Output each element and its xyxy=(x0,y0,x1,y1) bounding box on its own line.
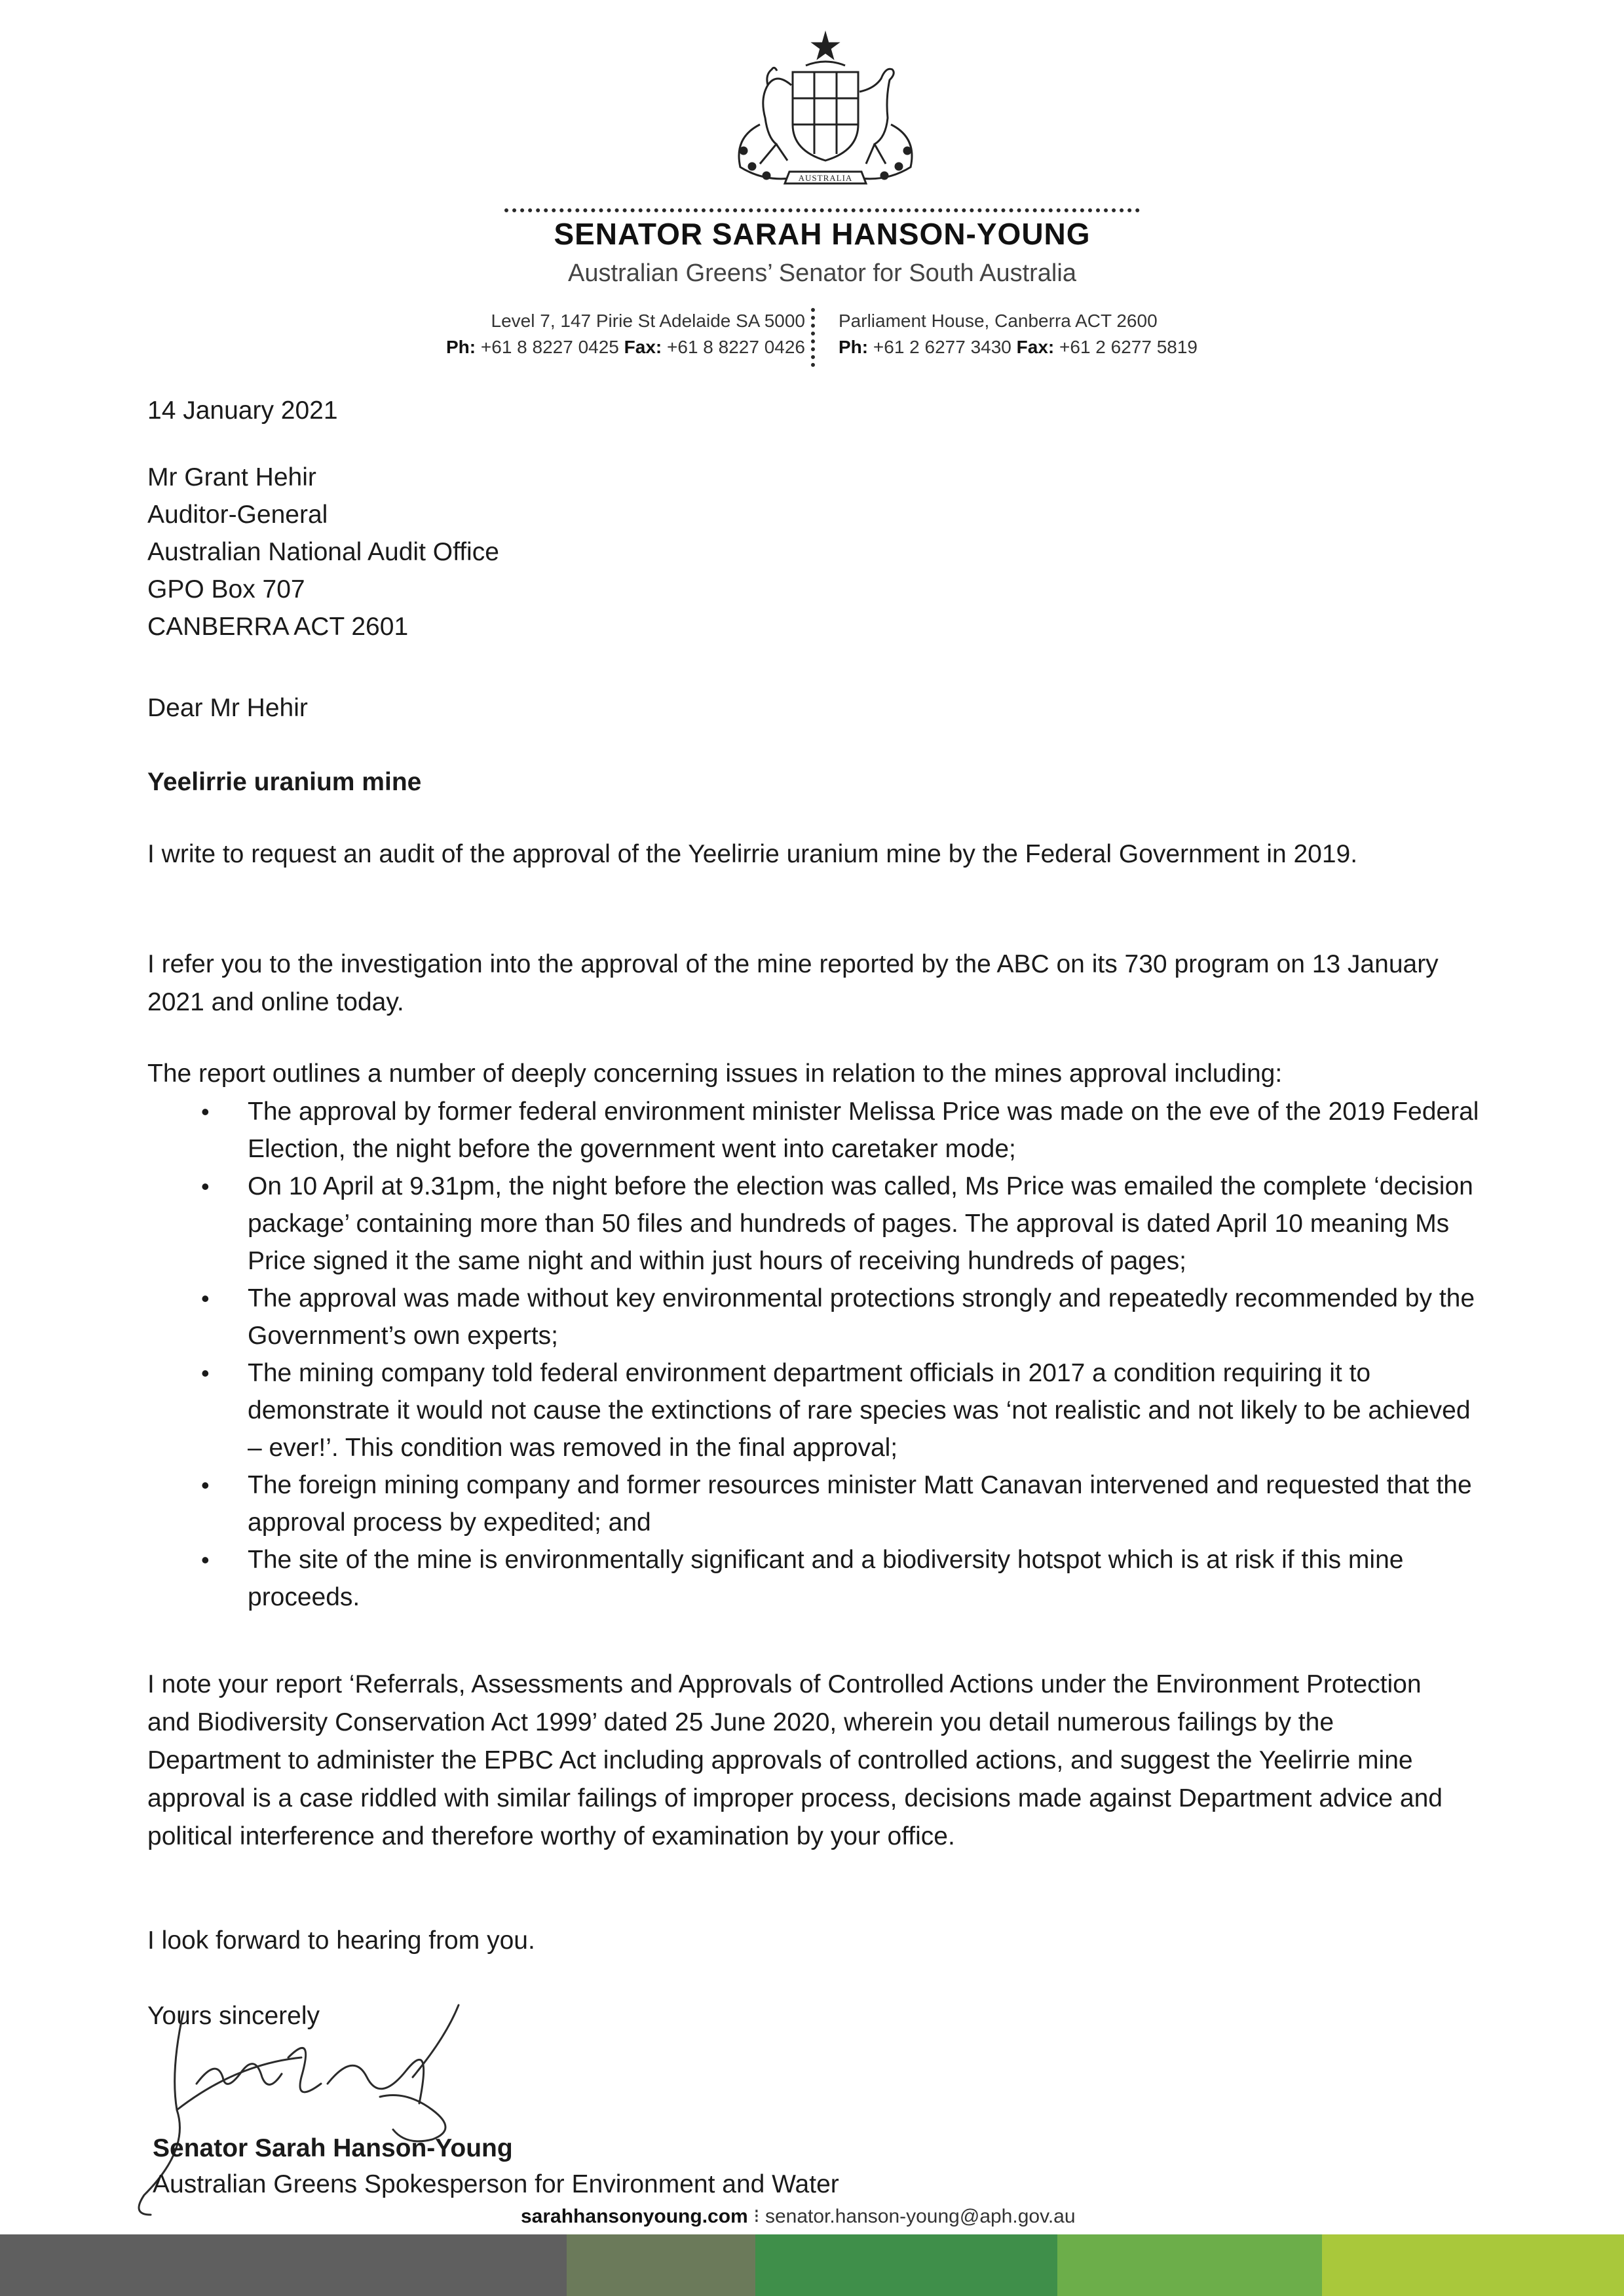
bullet-icon: • xyxy=(201,1098,210,1125)
recipient-line: Australian National Audit Office xyxy=(147,538,499,566)
recipient-line: CANBERRA ACT 2601 xyxy=(147,613,409,641)
svg-text:AUSTRALIA: AUSTRALIA xyxy=(798,173,853,183)
body-paragraph: I look forward to hearing from you. xyxy=(147,1926,535,1955)
list-item: • The site of the mine is environmentally significant and a biodiversity hotspot which is at risk if this mine proceeds. xyxy=(147,1541,1484,1616)
recipient-address xyxy=(147,459,499,645)
footer-bar-segment xyxy=(0,2234,567,2296)
bullet-icon: • xyxy=(201,1360,210,1387)
body-paragraph: I write to request an audit of the approval of the Yeelirrie uranium mine by the Federal Government in 2019. xyxy=(147,840,1358,868)
sender-name: SENATOR SARAH HANSON-YOUNG xyxy=(554,217,1091,251)
bullet-icon: • xyxy=(201,1472,210,1499)
body-paragraph: I note your report ‘Referrals, Assessments and Approvals of Controlled Actions under the Environment Protection and Biodiversity Conservation Act 1999’ dated 25 June 2020, wherein you detail numerous failings by the Department to administer the EPBC Act including approvals of controlled actions, and suggest the Yeelirrie mine approval is a case riddled with similar failings of improper process, decisions made against Department advice and political interference and therefore worthy of examination by your office. xyxy=(147,1670,1443,1850)
address-separator xyxy=(811,308,819,367)
footer-bar-segment xyxy=(567,2234,755,2296)
footer-website[interactable]: sarahhansonyoung.com xyxy=(521,2206,748,2227)
list-item: • The approval was made without key environmental protections strongly and repeatedly recommended by the Government’s own experts; xyxy=(147,1280,1484,1354)
footer-bar-segment xyxy=(755,2234,1057,2296)
bullet-icon: • xyxy=(201,1546,210,1573)
body-paragraph: The report outlines a number of deeply concerning issues in relation to the mines approval including: xyxy=(147,1060,1283,1088)
separator-icon: ⁝ xyxy=(753,2206,760,2227)
recipient-line: Mr Grant Hehir xyxy=(147,463,316,491)
recipient-line: Auditor-General xyxy=(147,501,328,529)
signer-role: Australian Greens Spokesperson for Environment and Water xyxy=(153,2170,839,2198)
letterhead-divider xyxy=(504,208,1140,212)
list-item: • On 10 April at 9.31pm, the night before the election was called, Ms Price was emailed the complete ‘decision package’ containing more than 50 files and hundreds of pages. The approval is dated April 10 meaning Ms Price signed it the same night and within just hours of receiving hundreds of pages; xyxy=(147,1168,1484,1280)
letter-subject: Yeelirrie uranium mine xyxy=(147,768,422,796)
list-item: • The foreign mining company and former resources minister Matt Canavan intervened and requested that the approval process by expedited; and xyxy=(147,1466,1484,1541)
letter-date: 14 January 2021 xyxy=(147,396,338,425)
list-item: • The mining company told federal environment department officials in 2017 a condition requiring it to demonstrate it would not cause the extinctions of rare species was ‘not realistic and not likely to be achieved – ever!’. This condition was removed in the final approval; xyxy=(147,1354,1484,1466)
salutation: Dear Mr Hehir xyxy=(147,694,308,722)
body-paragraph: I refer you to the investigation into the approval of the mine reported by the ABC on its 730 program on 13 January 2021 and online today. xyxy=(147,950,1439,1016)
sender-role: Australian Greens’ Senator for South Australia xyxy=(568,259,1076,287)
list-item: • The approval by former federal environment minister Melissa Price was made on the eve of the 2019 Federal Election, the night before the government went into caretaker mode; xyxy=(147,1093,1484,1168)
footer-color-bar xyxy=(0,2234,1624,2296)
signer-name: Senator Sarah Hanson-Young xyxy=(153,2134,513,2162)
footer-email[interactable]: senator.hanson-young@aph.gov.au xyxy=(765,2206,1076,2227)
recipient-line: GPO Box 707 xyxy=(147,575,305,603)
parliament-office-phone-fax: Ph: +61 2 6277 3430 Fax: +61 2 6277 5819 xyxy=(839,337,1198,357)
issues-list xyxy=(147,1093,1484,1616)
bullet-icon: • xyxy=(201,1285,210,1312)
electorate-office-phone-fax: Ph: +61 8 8227 0425 Fax: +61 8 8227 0426 xyxy=(446,337,805,357)
footer-bar-segment xyxy=(1322,2234,1624,2296)
coat-of-arms-crest xyxy=(714,26,937,203)
electorate-office-address: Level 7, 147 Pirie St Adelaide SA 5000 xyxy=(491,311,805,331)
closing: Yours sincerely xyxy=(147,2002,320,2030)
footer-bar-segment xyxy=(1057,2234,1322,2296)
parliament-office-address: Parliament House, Canberra ACT 2600 xyxy=(839,311,1158,331)
footer-contact xyxy=(521,2205,1076,2228)
bullet-icon: • xyxy=(201,1173,210,1200)
